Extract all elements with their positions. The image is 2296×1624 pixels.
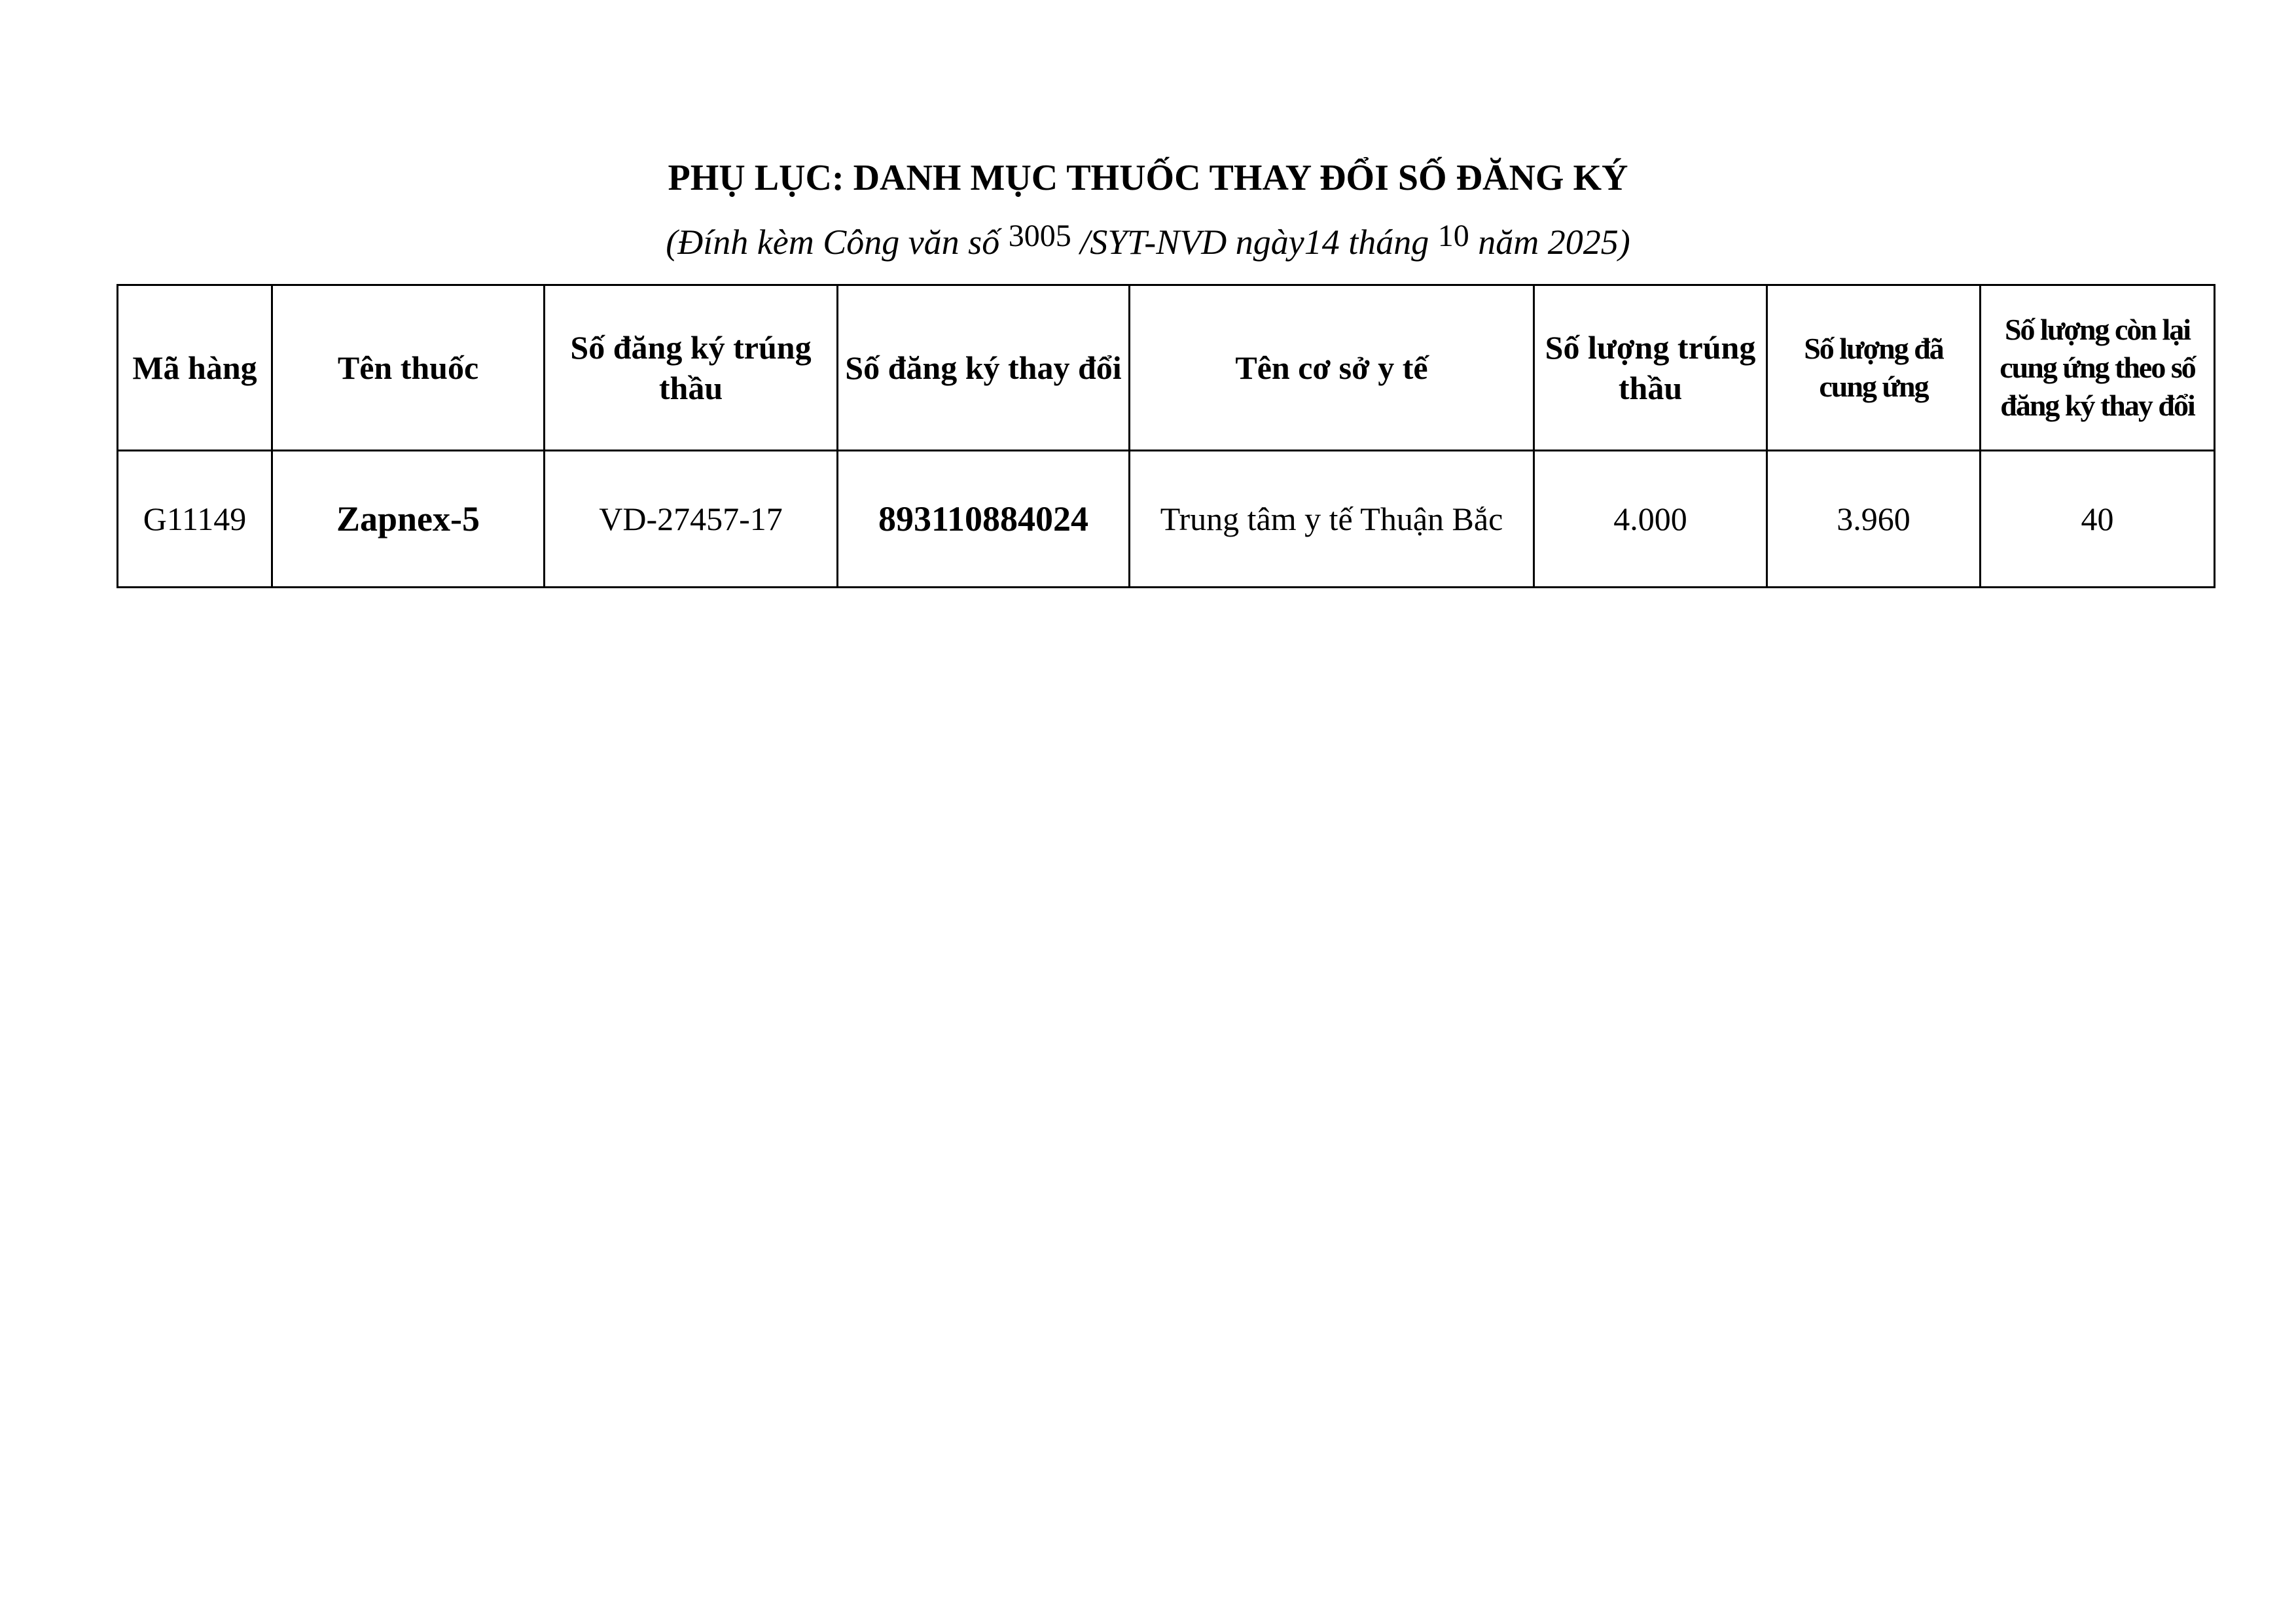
cell-ten-thuoc: Zapnex-5 xyxy=(272,451,545,588)
table-row xyxy=(118,451,2215,588)
cell-so-dang-ky-thay-doi: 893110884024 xyxy=(838,451,1130,588)
header-so-dang-ky-trung-thau: Số đăng ký trúng thầu xyxy=(545,285,838,451)
subtitle-month-label: tháng xyxy=(1348,222,1429,262)
header-ten-co-so-y-te: Tên cơ sở y tế xyxy=(1130,285,1534,451)
header-so-luong-da-cung-ung: Số lượng đã cung ứng xyxy=(1767,285,1981,451)
header-so-luong-trung-thau: Số lượng trúng thầu xyxy=(1534,285,1767,451)
document-subtitle xyxy=(0,216,2296,270)
header-so-luong-con-lai: Số lượng còn lại cung ứng theo số đăng ký thay đổi xyxy=(1981,285,2215,451)
cell-so-luong-con-lai: 40 xyxy=(1981,451,2215,588)
subtitle-suffix: năm 2025) xyxy=(1478,222,1630,262)
subtitle-day: 14 xyxy=(1304,222,1340,262)
cell-so-dang-ky-trung-thau: VD-27457-17 xyxy=(545,451,838,588)
document-title: PHỤ LỤC: DANH MỤC THUỐC THAY ĐỔI SỐ ĐĂNG KÝ xyxy=(668,158,1628,198)
table-header-row xyxy=(118,285,2215,451)
subtitle-prefix: (Đính kèm Công văn số xyxy=(666,222,1000,262)
cell-so-luong-da-cung-ung: 3.960 xyxy=(1767,451,1981,588)
cell-so-luong-trung-thau: 4.000 xyxy=(1534,451,1767,588)
header-ten-thuoc: Tên thuốc xyxy=(272,285,545,451)
drug-registration-table xyxy=(117,284,2215,588)
subtitle-middle: /SYT-NVD ngày xyxy=(1080,222,1304,262)
subtitle-month: 10 xyxy=(1437,219,1469,253)
subtitle-doc-number: 3005 xyxy=(1008,219,1071,253)
header-ma-hang: Mã hàng xyxy=(118,285,272,451)
cell-ten-co-so-y-te: Trung tâm y tế Thuận Bắc xyxy=(1130,451,1534,588)
cell-ma-hang: G11149 xyxy=(118,451,272,588)
header-so-dang-ky-thay-doi: Số đăng ký thay đổi xyxy=(838,285,1130,451)
